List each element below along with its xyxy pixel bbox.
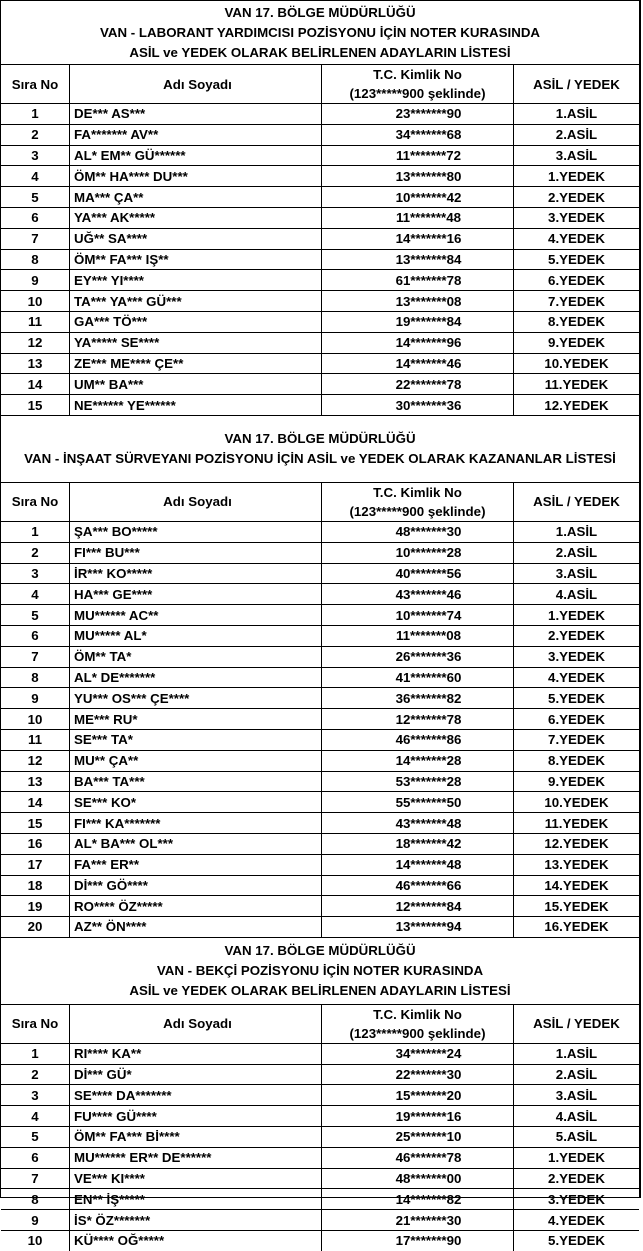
- row-number: 17: [1, 854, 70, 875]
- asil-yedek-status: 1.ASİL: [514, 521, 640, 542]
- table-row: [1, 166, 639, 187]
- asil-yedek-status: 4.YEDEK: [514, 667, 640, 688]
- tc-kimlik-no: 53*******28: [322, 771, 514, 792]
- table-row: [1, 1064, 639, 1085]
- asil-yedek-status: 3.YEDEK: [514, 646, 640, 667]
- header-sira-no: Sıra No: [1, 65, 70, 104]
- tc-kimlik-no: 61*******78: [322, 270, 514, 291]
- candidate-name: ŞA*** BO*****: [70, 521, 322, 542]
- section-title: [1, 938, 639, 1005]
- asil-yedek-status: 4.ASİL: [514, 584, 640, 605]
- asil-yedek-status: 9.YEDEK: [514, 771, 640, 792]
- asil-yedek-status: 2.ASİL: [514, 542, 640, 563]
- section-title: [1, 416, 639, 483]
- row-number: 18: [1, 875, 70, 896]
- table-row: [1, 688, 639, 709]
- tc-kimlik-no: 22*******30: [322, 1064, 514, 1085]
- asil-yedek-status: 1.YEDEK: [514, 1147, 640, 1168]
- section-title-line: VAN - BEKÇİ POZİSYONU İÇİN NOTER KURASINDA: [156, 962, 484, 978]
- asil-yedek-status: 2.ASİL: [514, 124, 640, 145]
- asil-yedek-status: 9.YEDEK: [514, 332, 640, 353]
- row-number: 11: [1, 729, 70, 750]
- table-row: [1, 521, 639, 542]
- candidate-name: SE*** TA*: [70, 729, 322, 750]
- tc-kimlik-no: 13*******94: [322, 917, 514, 938]
- candidate-name: AL* EM** GÜ******: [70, 145, 322, 166]
- asil-yedek-status: 12.YEDEK: [514, 833, 640, 854]
- asil-yedek-status: 10.YEDEK: [514, 353, 640, 374]
- asil-yedek-status: 1.YEDEK: [514, 166, 640, 187]
- table-row: [1, 729, 639, 750]
- row-number: 5: [1, 187, 70, 208]
- row-number: 9: [1, 270, 70, 291]
- tc-kimlik-no: 14*******48: [322, 854, 514, 875]
- candidate-name: NE****** YE******: [70, 395, 322, 416]
- row-number: 13: [1, 353, 70, 374]
- table-row: [1, 917, 639, 938]
- section-title-line: ASİL ve YEDEK OLARAK BELİRLENEN ADAYLARIN LİSTESİ: [129, 44, 511, 60]
- tc-kimlik-no: 18*******42: [322, 833, 514, 854]
- row-number: 13: [1, 771, 70, 792]
- candidate-name: VE*** KI****: [70, 1168, 322, 1189]
- table-row: [1, 1127, 639, 1148]
- tc-kimlik-no: 23*******90: [322, 104, 514, 125]
- tc-kimlik-no: 26*******36: [322, 646, 514, 667]
- asil-yedek-status: 4.ASİL: [514, 1106, 640, 1127]
- row-number: 3: [1, 145, 70, 166]
- tc-kimlik-no: 17*******90: [322, 1231, 514, 1251]
- table-row: [1, 332, 639, 353]
- candidate-name: AL* DE*******: [70, 667, 322, 688]
- row-number: 3: [1, 1085, 70, 1106]
- row-number: 14: [1, 792, 70, 813]
- header-asil-yedek: ASİL / YEDEK: [514, 65, 640, 104]
- tc-kimlik-no: 36*******82: [322, 688, 514, 709]
- header-tc-kimlik: T.C. Kimlik No (123*****900 şeklinde): [322, 1005, 514, 1044]
- candidate-name: BA*** TA***: [70, 771, 322, 792]
- asil-yedek-status: 4.YEDEK: [514, 228, 640, 249]
- tc-kimlik-no: 14*******16: [322, 228, 514, 249]
- table-row: [1, 750, 639, 771]
- header-asil-yedek: ASİL / YEDEK: [514, 1005, 640, 1044]
- table-row: [1, 813, 639, 834]
- table-row: [1, 207, 639, 228]
- tc-kimlik-no: 13*******08: [322, 291, 514, 312]
- row-number: 2: [1, 542, 70, 563]
- section-title-line: ASİL ve YEDEK OLARAK BELİRLENEN ADAYLARIN LİSTESİ: [129, 982, 511, 998]
- tc-kimlik-no: 30*******36: [322, 395, 514, 416]
- asil-yedek-status: 3.YEDEK: [514, 1189, 640, 1210]
- asil-yedek-status: 1.ASİL: [514, 104, 640, 125]
- row-number: 10: [1, 1231, 70, 1251]
- tc-kimlik-no: 14*******28: [322, 750, 514, 771]
- table-row: [1, 249, 639, 270]
- candidate-name: Dİ*** GÜ*: [70, 1064, 322, 1085]
- candidate-name: İR*** KO*****: [70, 563, 322, 584]
- tc-kimlik-no: 46*******86: [322, 729, 514, 750]
- candidate-name: MU** ÇA**: [70, 750, 322, 771]
- row-number: 1: [1, 521, 70, 542]
- candidate-name: RO**** ÖZ*****: [70, 896, 322, 917]
- row-number: 2: [1, 1064, 70, 1085]
- row-number: 1: [1, 104, 70, 125]
- tc-kimlik-no: 48*******30: [322, 521, 514, 542]
- row-number: 2: [1, 124, 70, 145]
- section-title-line: VAN - İNŞAAT SÜRVEYANI POZİSYONU İÇİN ASİL ve YEDEK OLARAK KAZANANLAR LİSTESİ: [24, 450, 616, 466]
- candidate-name: AZ** ÖN****: [70, 917, 322, 938]
- tc-kimlik-no: 14*******46: [322, 353, 514, 374]
- candidate-name: İS* ÖZ*******: [70, 1210, 322, 1231]
- candidate-name: ZE*** ME**** ÇE**: [70, 353, 322, 374]
- tc-kimlik-no: 21*******30: [322, 1210, 514, 1231]
- row-number: 20: [1, 917, 70, 938]
- candidate-name: EY*** YI****: [70, 270, 322, 291]
- row-number: 8: [1, 1189, 70, 1210]
- table-row: [1, 187, 639, 208]
- table-row: [1, 896, 639, 917]
- candidate-name: EN** İŞ*****: [70, 1189, 322, 1210]
- tc-kimlik-no: 14*******96: [322, 332, 514, 353]
- table-row: [1, 875, 639, 896]
- asil-yedek-status: 8.YEDEK: [514, 750, 640, 771]
- row-number: 15: [1, 813, 70, 834]
- table-row: [1, 1168, 639, 1189]
- row-number: 4: [1, 1106, 70, 1127]
- header-tc-kimlik: T.C. Kimlik No (123*****900 şeklinde): [322, 65, 514, 104]
- candidate-name: KÜ**** OĞ*****: [70, 1231, 322, 1251]
- row-number: 10: [1, 291, 70, 312]
- asil-yedek-status: 3.ASİL: [514, 145, 640, 166]
- header-adi-soyadi: Adı Soyadı: [70, 1005, 322, 1044]
- tc-kimlik-no: 14*******82: [322, 1189, 514, 1210]
- candidate-name: ME*** RU*: [70, 709, 322, 730]
- row-number: 9: [1, 1210, 70, 1231]
- table-row: [1, 542, 639, 563]
- tc-kimlik-no: 46*******66: [322, 875, 514, 896]
- asil-yedek-status: 10.YEDEK: [514, 792, 640, 813]
- asil-yedek-status: 5.YEDEK: [514, 688, 640, 709]
- row-number: 12: [1, 332, 70, 353]
- table-row: [1, 1085, 639, 1106]
- table-row: [1, 270, 639, 291]
- tc-kimlik-no: 11*******48: [322, 207, 514, 228]
- candidate-name: HA*** GE****: [70, 584, 322, 605]
- table-row: [1, 1231, 639, 1251]
- candidate-name: MU****** AC**: [70, 605, 322, 626]
- table-row: [1, 792, 639, 813]
- candidate-name: ÖM** FA*** IŞ**: [70, 249, 322, 270]
- tc-kimlik-no: 25*******10: [322, 1127, 514, 1148]
- header-asil-yedek: ASİL / YEDEK: [514, 483, 640, 522]
- table-row: [1, 646, 639, 667]
- table-row: [1, 563, 639, 584]
- candidate-name: FI*** KA*******: [70, 813, 322, 834]
- candidate-name: YU*** OS*** ÇE****: [70, 688, 322, 709]
- asil-yedek-status: 7.YEDEK: [514, 291, 640, 312]
- candidate-name: SE*** KO*: [70, 792, 322, 813]
- row-number: 7: [1, 646, 70, 667]
- header-tc-kimlik: T.C. Kimlik No (123*****900 şeklinde): [322, 483, 514, 522]
- asil-yedek-status: 11.YEDEK: [514, 813, 640, 834]
- tc-kimlik-no: 15*******20: [322, 1085, 514, 1106]
- asil-yedek-status: 5.YEDEK: [514, 249, 640, 270]
- header-sira-no: Sıra No: [1, 483, 70, 522]
- section-title-line: VAN - LABORANT YARDIMCISI POZİSYONU İÇİN NOTER KURASINDA: [99, 24, 541, 40]
- table-row: [1, 1043, 639, 1064]
- row-number: 7: [1, 1168, 70, 1189]
- asil-yedek-status: 2.YEDEK: [514, 625, 640, 646]
- row-number: 4: [1, 584, 70, 605]
- asil-yedek-status: 6.YEDEK: [514, 709, 640, 730]
- asil-yedek-status: 5.YEDEK: [514, 1231, 640, 1251]
- table-row: [1, 353, 639, 374]
- candidate-name: Dİ*** GÖ****: [70, 875, 322, 896]
- row-number: 7: [1, 228, 70, 249]
- row-number: 10: [1, 709, 70, 730]
- tc-kimlik-no: 11*******08: [322, 625, 514, 646]
- tc-kimlik-no: 10*******74: [322, 605, 514, 626]
- table-row: [1, 291, 639, 312]
- row-number: 4: [1, 166, 70, 187]
- table-row: [1, 625, 639, 646]
- candidate-table: [1, 65, 639, 416]
- header-sira-no: Sıra No: [1, 1005, 70, 1044]
- candidate-name: FU**** GÜ****: [70, 1106, 322, 1127]
- tc-kimlik-no: 48*******00: [322, 1168, 514, 1189]
- asil-yedek-status: 12.YEDEK: [514, 395, 640, 416]
- table-row: [1, 833, 639, 854]
- candidate-name: UĞ** SA****: [70, 228, 322, 249]
- asil-yedek-status: 6.YEDEK: [514, 270, 640, 291]
- candidate-name: SE**** DA*******: [70, 1085, 322, 1106]
- candidate-name: ÖM** FA*** Bİ****: [70, 1127, 322, 1148]
- row-number: 1: [1, 1043, 70, 1064]
- asil-yedek-status: 2.ASİL: [514, 1064, 640, 1085]
- candidate-name: YA***** SE****: [70, 332, 322, 353]
- table-row: [1, 124, 639, 145]
- asil-yedek-status: 16.YEDEK: [514, 917, 640, 938]
- asil-yedek-status: 8.YEDEK: [514, 311, 640, 332]
- candidate-name: MU****** ER** DE******: [70, 1147, 322, 1168]
- tc-kimlik-no: 43*******46: [322, 584, 514, 605]
- tc-kimlik-no: 13*******80: [322, 166, 514, 187]
- table-row: [1, 374, 639, 395]
- tc-kimlik-no: 19*******84: [322, 311, 514, 332]
- tc-kimlik-no: 19*******16: [322, 1106, 514, 1127]
- table-header-row: [1, 65, 639, 104]
- table-row: [1, 1106, 639, 1127]
- section-title-line: VAN 17. BÖLGE MÜDÜRLÜĞÜ: [224, 4, 416, 20]
- row-number: 16: [1, 833, 70, 854]
- asil-yedek-status: 11.YEDEK: [514, 374, 640, 395]
- table-row: [1, 395, 639, 416]
- candidate-name: TA*** YA*** GÜ***: [70, 291, 322, 312]
- candidate-name: MA*** ÇA**: [70, 187, 322, 208]
- tc-kimlik-no: 46*******78: [322, 1147, 514, 1168]
- asil-yedek-status: 3.ASİL: [514, 563, 640, 584]
- row-number: 6: [1, 625, 70, 646]
- asil-yedek-status: 15.YEDEK: [514, 896, 640, 917]
- tc-kimlik-no: 41*******60: [322, 667, 514, 688]
- table-row: [1, 1210, 639, 1231]
- tc-kimlik-no: 12*******84: [322, 896, 514, 917]
- tc-kimlik-no: 10*******42: [322, 187, 514, 208]
- candidate-name: FA*** ER**: [70, 854, 322, 875]
- section-title: [1, 1, 639, 65]
- candidate-name: DE*** AS***: [70, 104, 322, 125]
- tc-kimlik-no: 55*******50: [322, 792, 514, 813]
- row-number: 15: [1, 395, 70, 416]
- candidate-name: UM** BA***: [70, 374, 322, 395]
- asil-yedek-status: 4.YEDEK: [514, 1210, 640, 1231]
- asil-yedek-status: 3.ASİL: [514, 1085, 640, 1106]
- tc-kimlik-no: 12*******78: [322, 709, 514, 730]
- candidate-name: RI**** KA**: [70, 1043, 322, 1064]
- tc-kimlik-no: 34*******68: [322, 124, 514, 145]
- table-row: [1, 1147, 639, 1168]
- table-row: [1, 311, 639, 332]
- row-number: 3: [1, 563, 70, 584]
- table-row: [1, 584, 639, 605]
- asil-yedek-status: 5.ASİL: [514, 1127, 640, 1148]
- row-number: 8: [1, 667, 70, 688]
- candidate-name: GA*** TÖ***: [70, 311, 322, 332]
- row-number: 19: [1, 896, 70, 917]
- table-header-row: [1, 483, 639, 522]
- asil-yedek-status: 13.YEDEK: [514, 854, 640, 875]
- tc-kimlik-no: 43*******48: [322, 813, 514, 834]
- row-number: 5: [1, 605, 70, 626]
- candidate-name: FA******* AV**: [70, 124, 322, 145]
- table-row: [1, 605, 639, 626]
- candidate-name: ÖM** HA**** DU***: [70, 166, 322, 187]
- candidate-name: ÖM** TA*: [70, 646, 322, 667]
- tc-kimlik-no: 11*******72: [322, 145, 514, 166]
- tc-kimlik-no: 13*******84: [322, 249, 514, 270]
- table-row: [1, 667, 639, 688]
- tc-kimlik-no: 22*******78: [322, 374, 514, 395]
- asil-yedek-status: 1.ASİL: [514, 1043, 640, 1064]
- tc-kimlik-no: 34*******24: [322, 1043, 514, 1064]
- row-number: 8: [1, 249, 70, 270]
- row-number: 5: [1, 1127, 70, 1148]
- asil-yedek-status: 7.YEDEK: [514, 729, 640, 750]
- asil-yedek-status: 1.YEDEK: [514, 605, 640, 626]
- row-number: 6: [1, 207, 70, 228]
- candidate-name: MU***** AL*: [70, 625, 322, 646]
- tc-kimlik-no: 40*******56: [322, 563, 514, 584]
- row-number: 9: [1, 688, 70, 709]
- row-number: 6: [1, 1147, 70, 1168]
- candidate-table: [1, 483, 639, 938]
- asil-yedek-status: 2.YEDEK: [514, 1168, 640, 1189]
- asil-yedek-status: 3.YEDEK: [514, 207, 640, 228]
- table-row: [1, 709, 639, 730]
- section-title-line: VAN 17. BÖLGE MÜDÜRLÜĞÜ: [224, 942, 416, 958]
- table-header-row: [1, 1005, 639, 1044]
- candidate-name: YA*** AK*****: [70, 207, 322, 228]
- table-row: [1, 104, 639, 125]
- asil-yedek-status: 14.YEDEK: [514, 875, 640, 896]
- tc-kimlik-no: 10*******28: [322, 542, 514, 563]
- header-adi-soyadi: Adı Soyadı: [70, 483, 322, 522]
- row-number: 14: [1, 374, 70, 395]
- table-row: [1, 228, 639, 249]
- section-title-line: VAN 17. BÖLGE MÜDÜRLÜĞÜ: [224, 430, 416, 446]
- header-adi-soyadi: Adı Soyadı: [70, 65, 322, 104]
- candidate-table: [1, 1005, 639, 1251]
- table-row: [1, 1189, 639, 1210]
- candidate-name: AL* BA*** OL***: [70, 833, 322, 854]
- row-number: 12: [1, 750, 70, 771]
- table-row: [1, 145, 639, 166]
- table-row: [1, 771, 639, 792]
- table-row: [1, 854, 639, 875]
- row-number: 11: [1, 311, 70, 332]
- asil-yedek-status: 2.YEDEK: [514, 187, 640, 208]
- candidate-name: FI*** BU***: [70, 542, 322, 563]
